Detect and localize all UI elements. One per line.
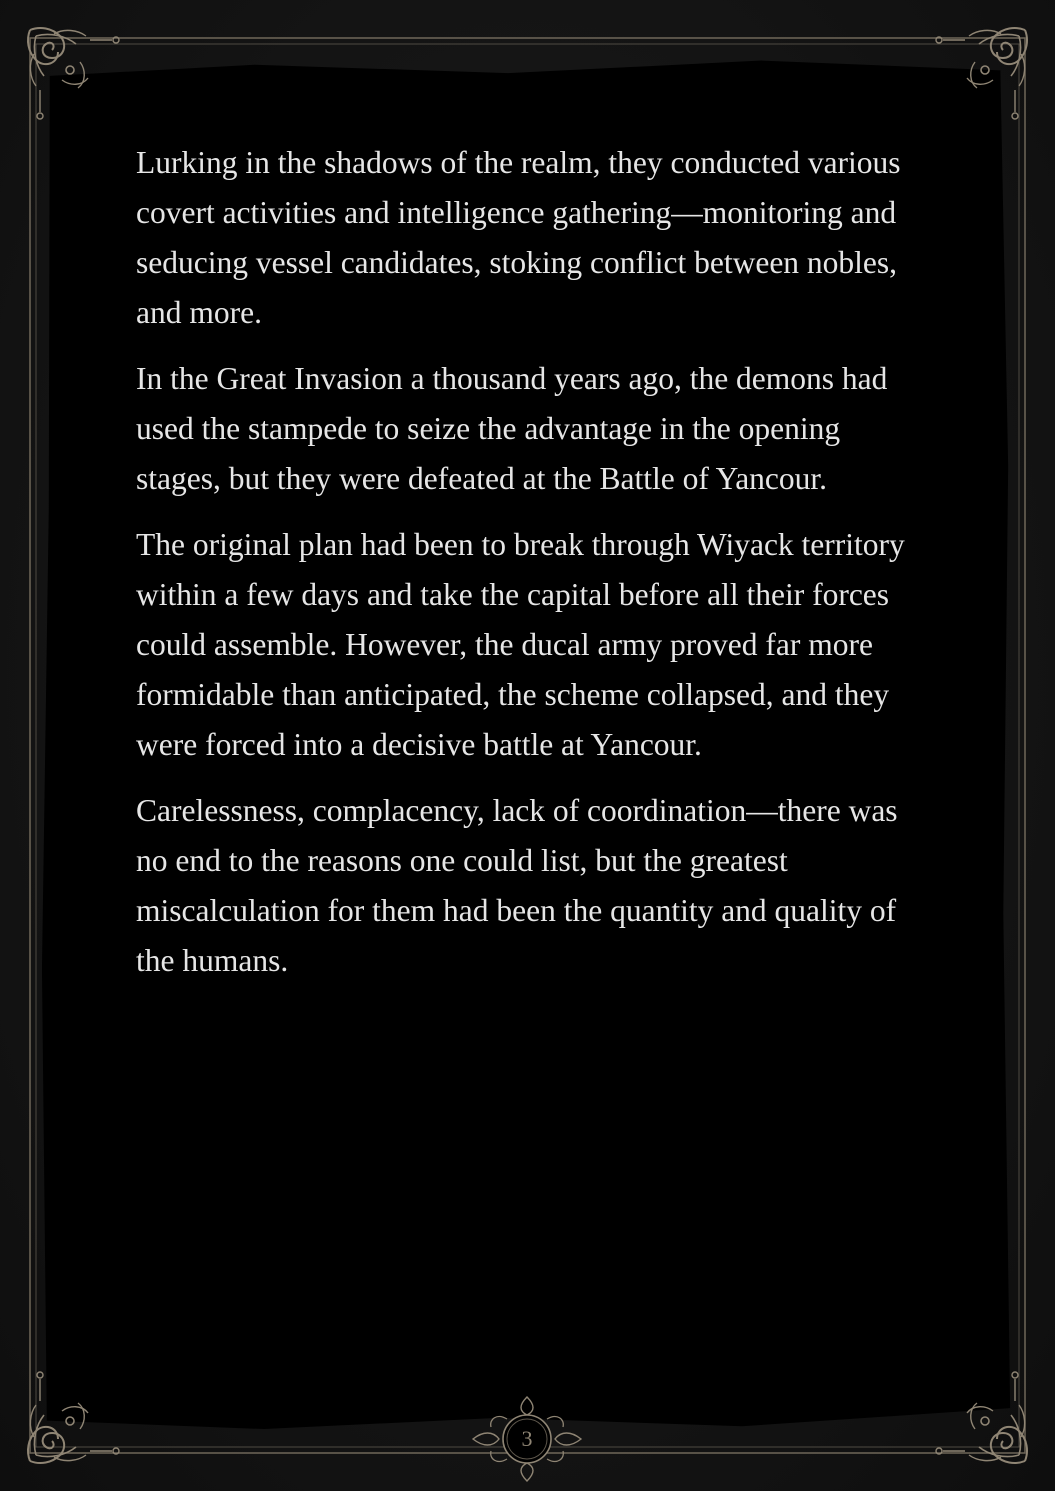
- paragraph: The original plan had been to break through Wiyack territory within a few days and take the capital before all their forces could assemble. However, the ducal army proved far more formidable than anticipated, the scheme collapsed, and they were forced into a decisive battle at Yancour.: [136, 527, 905, 762]
- corner-ornament-icon: [28, 28, 119, 119]
- page-number: 3: [521, 1426, 533, 1451]
- page-text: [136, 138, 916, 1002]
- corner-ornament-icon: [936, 28, 1027, 119]
- corner-ornament-icon: [936, 1372, 1027, 1463]
- paragraph: Carelessness, complacency, lack of coordination—there was no end to the reasons one could list, but the greatest miscalculation for them had been the quantity and quality of the humans.: [136, 793, 898, 978]
- corner-ornament-icon: [28, 1372, 119, 1463]
- paragraph: Lurking in the shadows of the realm, they conducted various covert activities and intelligence gathering—monitoring and seducing vessel candidates, stoking conflict between nobles, and more.: [136, 145, 901, 330]
- paragraph: In the Great Invasion a thousand years ago, the demons had used the stampede to seize the advantage in the opening stages, but they were defeated at the Battle of Yancour.: [136, 361, 888, 496]
